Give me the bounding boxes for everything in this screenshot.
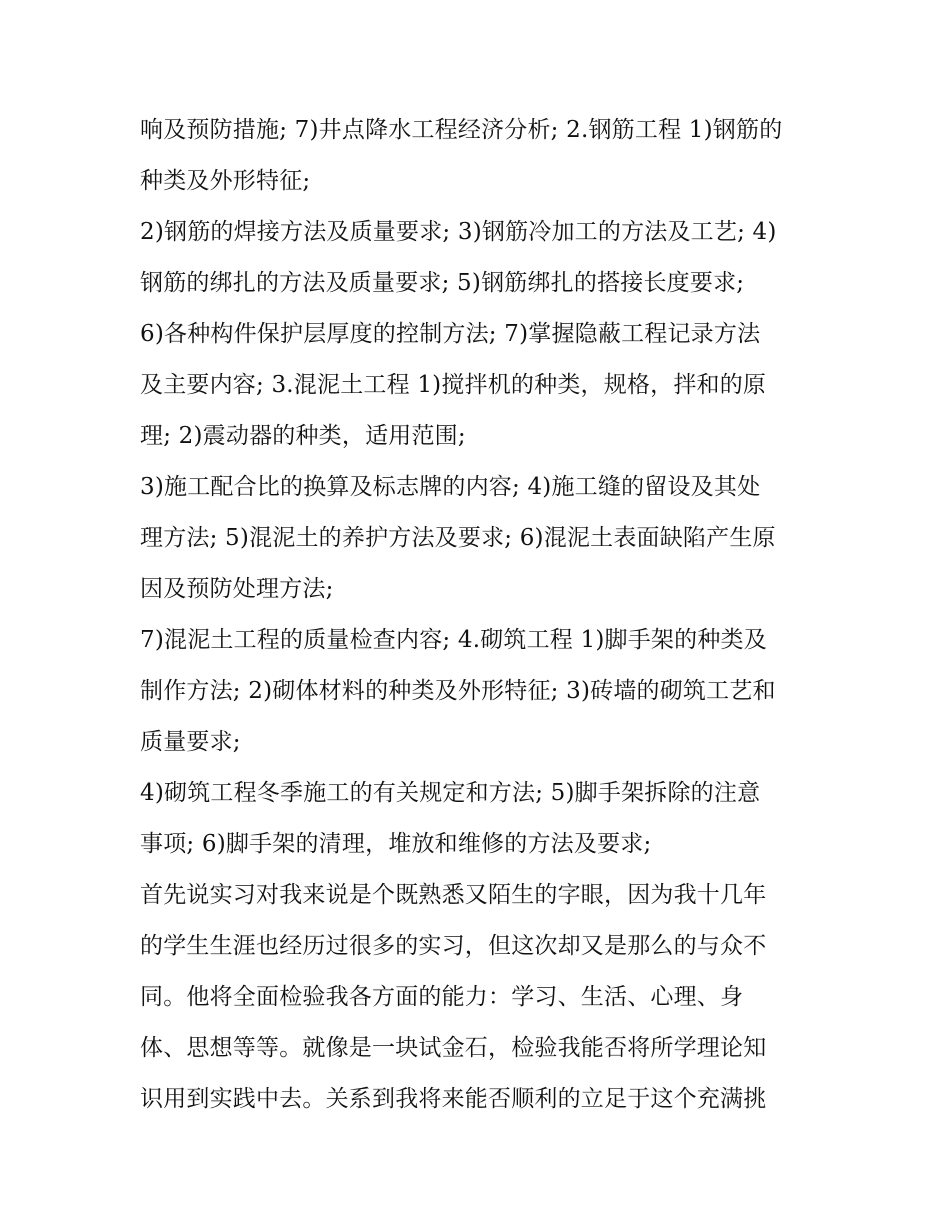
text-line: 识用到实践中去。关系到我将来能否顺利的立足于这个充满挑 — [140, 1086, 767, 1112]
text-line: 首先说实习对我来说是个既熟悉又陌生的字眼，因为我十几年 — [140, 882, 767, 908]
text-line: 事项; 6)脚手架的清理，堆放和维修的方法及要求; — [140, 831, 652, 857]
text-line: 及主要内容; 3.混泥土工程 1)搅拌机的种类，规格，拌和的原 — [140, 372, 767, 398]
text-line: 的学生生涯也经历过很多的实习，但这次却又是那么的与众不 — [140, 933, 767, 959]
text-line: 种类及外形特征; — [140, 168, 311, 194]
text-line: 制作方法; 2)砌体材料的种类及外形特征; 3)砖墙的砌筑工艺和 — [140, 678, 776, 704]
text-line: 同。他将全面检验我各方面的能力：学习、生活、心理、身 — [140, 984, 744, 1010]
text-line: 质量要求; — [140, 729, 241, 755]
document-body — [140, 105, 820, 1125]
text-line: 2)钢筋的焊接方法及质量要求; 3)钢筋冷加工的方法及工艺; 4) — [140, 219, 777, 245]
text-line: 7)混泥土工程的质量检查内容; 4.砌筑工程 1)脚手架的种类及 — [140, 627, 767, 653]
text-line: 钢筋的绑扎的方法及质量要求; 5)钢筋绑扎的搭接长度要求; — [140, 270, 745, 296]
text-line: 因及预防处理方法; — [140, 576, 334, 602]
text-line: 6)各种构件保护层厚度的控制方法; 7)掌握隐蔽工程记录方法 — [140, 321, 761, 347]
text-line: 3)施工配合比的换算及标志牌的内容; 4)施工缝的留设及其处 — [140, 474, 761, 500]
text-line: 响及预防措施; 7)井点降水工程经济分析; 2.钢筋工程 1)钢筋的 — [140, 117, 783, 143]
text-line: 4)砌筑工程冬季施工的有关规定和方法; 5)脚手架拆除的注意 — [140, 780, 761, 806]
text-line: 体、思想等等。就像是一块试金石，检验我能否将所学理论知 — [140, 1035, 767, 1061]
text-line: 理; 2)震动器的种类，适用范围; — [140, 423, 466, 449]
text-line: 理方法; 5)混泥土的养护方法及要求; 6)混泥土表面缺陷产生原 — [140, 525, 776, 551]
